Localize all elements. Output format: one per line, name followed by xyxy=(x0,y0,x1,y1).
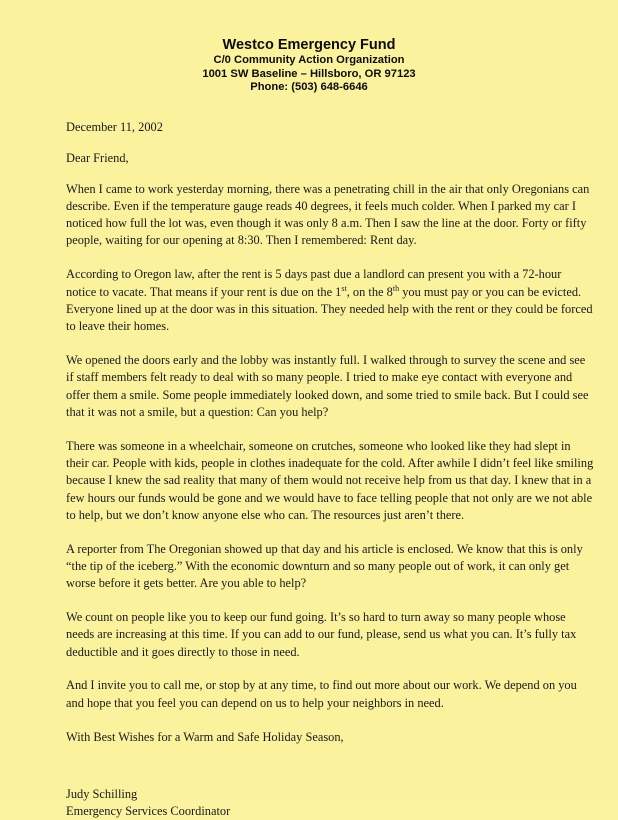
organization-name: Westco Emergency Fund xyxy=(222,37,396,53)
letterhead xyxy=(0,37,618,95)
paragraph-5: A reporter from The Oregonian showed up that day and his article is enclosed. We know that this is only “the tip of the iceberg.” With the economic downturn and so many people out of work, it can only get worse before it gets better. Are you able to help? xyxy=(66,541,583,591)
closing-line: With Best Wishes for a Warm and Safe Holiday Season, xyxy=(66,729,344,744)
paragraph-3: We opened the doors early and the lobby was instantly full. I walked through to survey the scene and see if staff members felt ready to deal with so many people. I tried to make eye contact with everyone and offer them a smile. Some people immediately looked down, and some tried to smile back. But I could see that it was not a smile, but a question: Can you help? xyxy=(66,352,589,419)
signer-title: Emergency Services Coordinator xyxy=(66,804,231,819)
superscript-th: th xyxy=(392,283,400,293)
paragraph-2-text-a: According to Oregon law, after the rent is 5 days past due a landlord can present you with a 72-hour notice to vacate. That means if your rent is due on the 1 xyxy=(66,267,562,299)
paragraph-7: And I invite you to call me, or stop by at any time, to find out more about our work. We depend on you and hope that you feel you can depend on us to help your neighbors in need. xyxy=(66,678,577,710)
signer-name: Judy Schilling xyxy=(66,786,138,801)
paragraph-1: When I came to work yesterday morning, there was a penetrating chill in the air that only Oregonians can describe. Even if the temperature gauge reads 40 degrees, it feels much colder. When I parked my car I noticed how full the lot was, even though it was only 8 a.m. Then I saw the line at the door. Forty or fifty people, waiting for our opening at 8:30. Then I remembered: Rent day. xyxy=(66,181,590,248)
paragraph-4: There was someone in a wheelchair, someone on crutches, someone who looked like they had slept in their car. People with kids, people in clothes inadequate for the cold. After awhile I didn’t feel like smiling because I knew the sad reality that many of them would not receive help from us that day. I knew that in a few hours our funds would be gone and we would have to face telling people that not only are we not able to help, but we don’t know anyone else who can. The resources just aren’t there. xyxy=(66,438,594,522)
salutation: Dear Friend, xyxy=(66,151,129,166)
phone-line: Phone: (503) 648-6646 xyxy=(250,81,368,93)
paragraph-2 xyxy=(66,266,594,335)
letter-date: December 11, 2002 xyxy=(66,120,163,134)
address-line: 1001 SW Baseline – Hillsboro, OR 97123 xyxy=(202,67,416,80)
paragraph-2-text-c: you must pay or you can be evicted. Everyone lined up at the door was in this situation. They needed help with the rent or they could be forced to leave their homes. xyxy=(66,284,593,334)
care-of-line: C/0 Community Action Organization xyxy=(213,54,405,66)
letter-body xyxy=(66,119,594,820)
superscript-st: st xyxy=(341,283,347,293)
paragraph-2-text-b: , on the 8 xyxy=(346,284,393,299)
paragraph-6: We count on people like you to keep our fund going. It’s so hard to turn away so many people whose needs are increasing at this time. If you can add to our fund, please, send us what you can. It’s fully tax deductible and it goes directly to those in need. xyxy=(66,610,577,659)
